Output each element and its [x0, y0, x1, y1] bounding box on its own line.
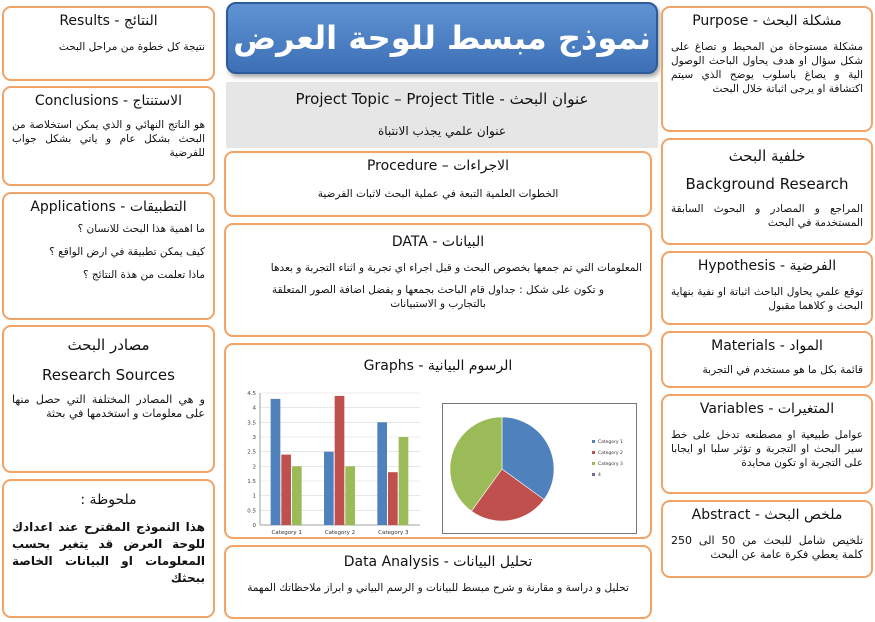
data-box	[224, 223, 652, 337]
results-box	[2, 6, 215, 81]
applications-title: Applications - التطبيقات	[30, 199, 187, 215]
purpose-text: مشكلة مستوحاة من المحيط و تصاغ على شكل سؤال او هدف يحاول الباحث الوصول الية و يصاغ باسلوب يوضح الذي سيتم اكتشافة او يرجى اثباتة خلال البحث	[671, 41, 863, 95]
sources-text: و هي المصادر المختلفة التي حصل منها على معلومات و استخدمها في بحثة	[12, 393, 205, 420]
applications-question-3: ماذا تعلمت من هذة النتائج ؟	[82, 269, 205, 281]
y-tick-label: 3.5	[247, 420, 256, 427]
variables-text: عوامل طبيعية او مصطنعه تدخل على خط سير البحث او التجربة و تؤثر سلبا او ايجابا على التجربة او تكون محايدة	[671, 429, 863, 469]
purpose-box	[661, 6, 873, 132]
legend-label: Category 3	[598, 462, 623, 467]
bar	[292, 466, 302, 525]
y-tick-label: 0	[252, 523, 256, 529]
hypothesis-box	[661, 251, 873, 325]
y-tick-label: 3	[252, 435, 256, 441]
hypothesis-title: Hypothesis - الفرضية	[697, 258, 837, 274]
project-title-line: Project Topic – Project Title - عنوان البحث	[295, 90, 589, 108]
note-box	[2, 479, 215, 618]
applications-question-1: ما اهمية هذا البحث للانسان ؟	[77, 223, 205, 235]
analysis-text: تحليل و دراسة و مقارنة و شرح مبسط للبيانات و الرسم البياني و ابراز ملاحظاتك المهمة	[247, 582, 629, 594]
results-text: نتيجة كل خطوة من مراحل البحث	[58, 41, 205, 53]
bar	[335, 396, 345, 525]
banner-title: نموذج مبسط للوحة العرض	[226, 2, 658, 74]
legend-swatch	[592, 462, 595, 465]
graphs-title: Graphs - الرسوم البيانية	[363, 358, 513, 374]
data-title: DATA - البيانات	[391, 234, 485, 250]
project-topic-panel	[226, 82, 658, 148]
legend-swatch	[592, 440, 595, 443]
bar	[324, 452, 334, 525]
x-tick-label: Category 3	[378, 530, 409, 536]
project-subtitle-line: عنوان علمي يجذب الانتباة	[377, 124, 507, 138]
data-text-2: و تكون على شكل : جداول قام الباحث بجمعها و يفضل اضافة الصور المتعلقة بالتجارب و الاستبيانات	[272, 284, 604, 310]
graphs-box	[224, 343, 652, 539]
variables-box	[661, 394, 873, 494]
legend-label: Category 1	[598, 440, 623, 445]
y-tick-label: 2	[252, 464, 256, 471]
x-tick-label: Category 2	[324, 530, 356, 536]
variables-title: Variables - المتغيرات	[699, 401, 835, 417]
applications-question-2: كيف يمكن تطبيقة في ارض الواقع ؟	[49, 246, 205, 258]
background-text: المراجع و المصادر و البحوث السابقة المستخدمة في البحث	[671, 203, 863, 229]
sources-box	[2, 325, 215, 473]
legend-swatch	[592, 451, 595, 454]
pie-chart	[442, 403, 638, 535]
x-tick-label: Category 1	[271, 530, 302, 536]
note-title: ملحوظة :	[80, 492, 137, 508]
abstract-text: تلخيص شامل للبحث من 50 الى 250 كلمة يعطي فكرة عامة عن البحث	[671, 534, 864, 561]
analysis-title: Data Analysis - تحليل البيانات	[343, 554, 533, 570]
abstract-title: Abstract - ملخص البحث	[691, 507, 843, 523]
analysis-box	[224, 545, 652, 619]
materials-text: قائمة بكل ما هو مستخدم في التجربة	[702, 364, 863, 376]
y-tick-label: 1.5	[247, 479, 256, 485]
bar	[281, 455, 291, 525]
materials-title: Materials - المواد	[711, 338, 823, 354]
materials-box	[661, 331, 873, 388]
background-box	[661, 138, 873, 245]
y-tick-label: 4.5	[247, 391, 256, 397]
hypothesis-text: توقع علمي يحاول الباحث اثباتة او نفية بنهاية البحث و كلاهما مقبول	[671, 286, 863, 312]
bar	[345, 466, 355, 525]
procedure-box	[224, 151, 652, 217]
conclusions-box	[2, 86, 215, 186]
purpose-title: Purpose - مشكلة البحث	[692, 13, 842, 29]
legend-swatch	[592, 473, 595, 476]
data-text-1: المعلومات التي تم جمعها بخصوص البحث و قبل اجراء اي تجربة و اثناء التجربة و بعدها	[270, 262, 642, 274]
note-text: هذا النموذج المقترح عند اعدادك للوحة العرض قد يتغير بحسب المعلومات او البيانات الخاصة ببحثك	[12, 520, 205, 585]
y-tick-label: 4	[252, 405, 256, 412]
results-title: Results - النتائج	[59, 13, 158, 29]
y-tick-label: 0.5	[247, 508, 256, 515]
y-tick-label: 1	[252, 493, 256, 500]
legend-label: Category 2	[598, 451, 623, 456]
bar	[388, 472, 398, 525]
sources-title-ar: مصادر البحث	[67, 336, 150, 354]
background-title-en: Background Research	[685, 175, 849, 193]
bar	[377, 422, 387, 525]
bar	[399, 437, 409, 525]
sources-title-en: Research Sources	[42, 366, 175, 384]
y-tick-label: 2.5	[247, 449, 256, 456]
abstract-box	[661, 500, 873, 578]
conclusions-title: Conclusions - الاستنتاج	[34, 93, 183, 109]
procedure-text: الخطوات العلمية التبعة في عملية البحث لاثبات الفرضية	[317, 188, 559, 200]
legend-label: 4	[598, 473, 601, 478]
background-title-ar: خلفية البحث	[728, 147, 806, 165]
bar-chart	[234, 387, 424, 539]
bar	[271, 399, 281, 525]
conclusions-text: هو الناتج النهائي و الذي يمكن استخلاصة من البحث بشكل عام و ياتي بشكل جواب للفرضية	[12, 119, 205, 159]
procedure-title: Procedure – الاجراءات	[366, 158, 510, 174]
applications-box	[2, 192, 215, 320]
